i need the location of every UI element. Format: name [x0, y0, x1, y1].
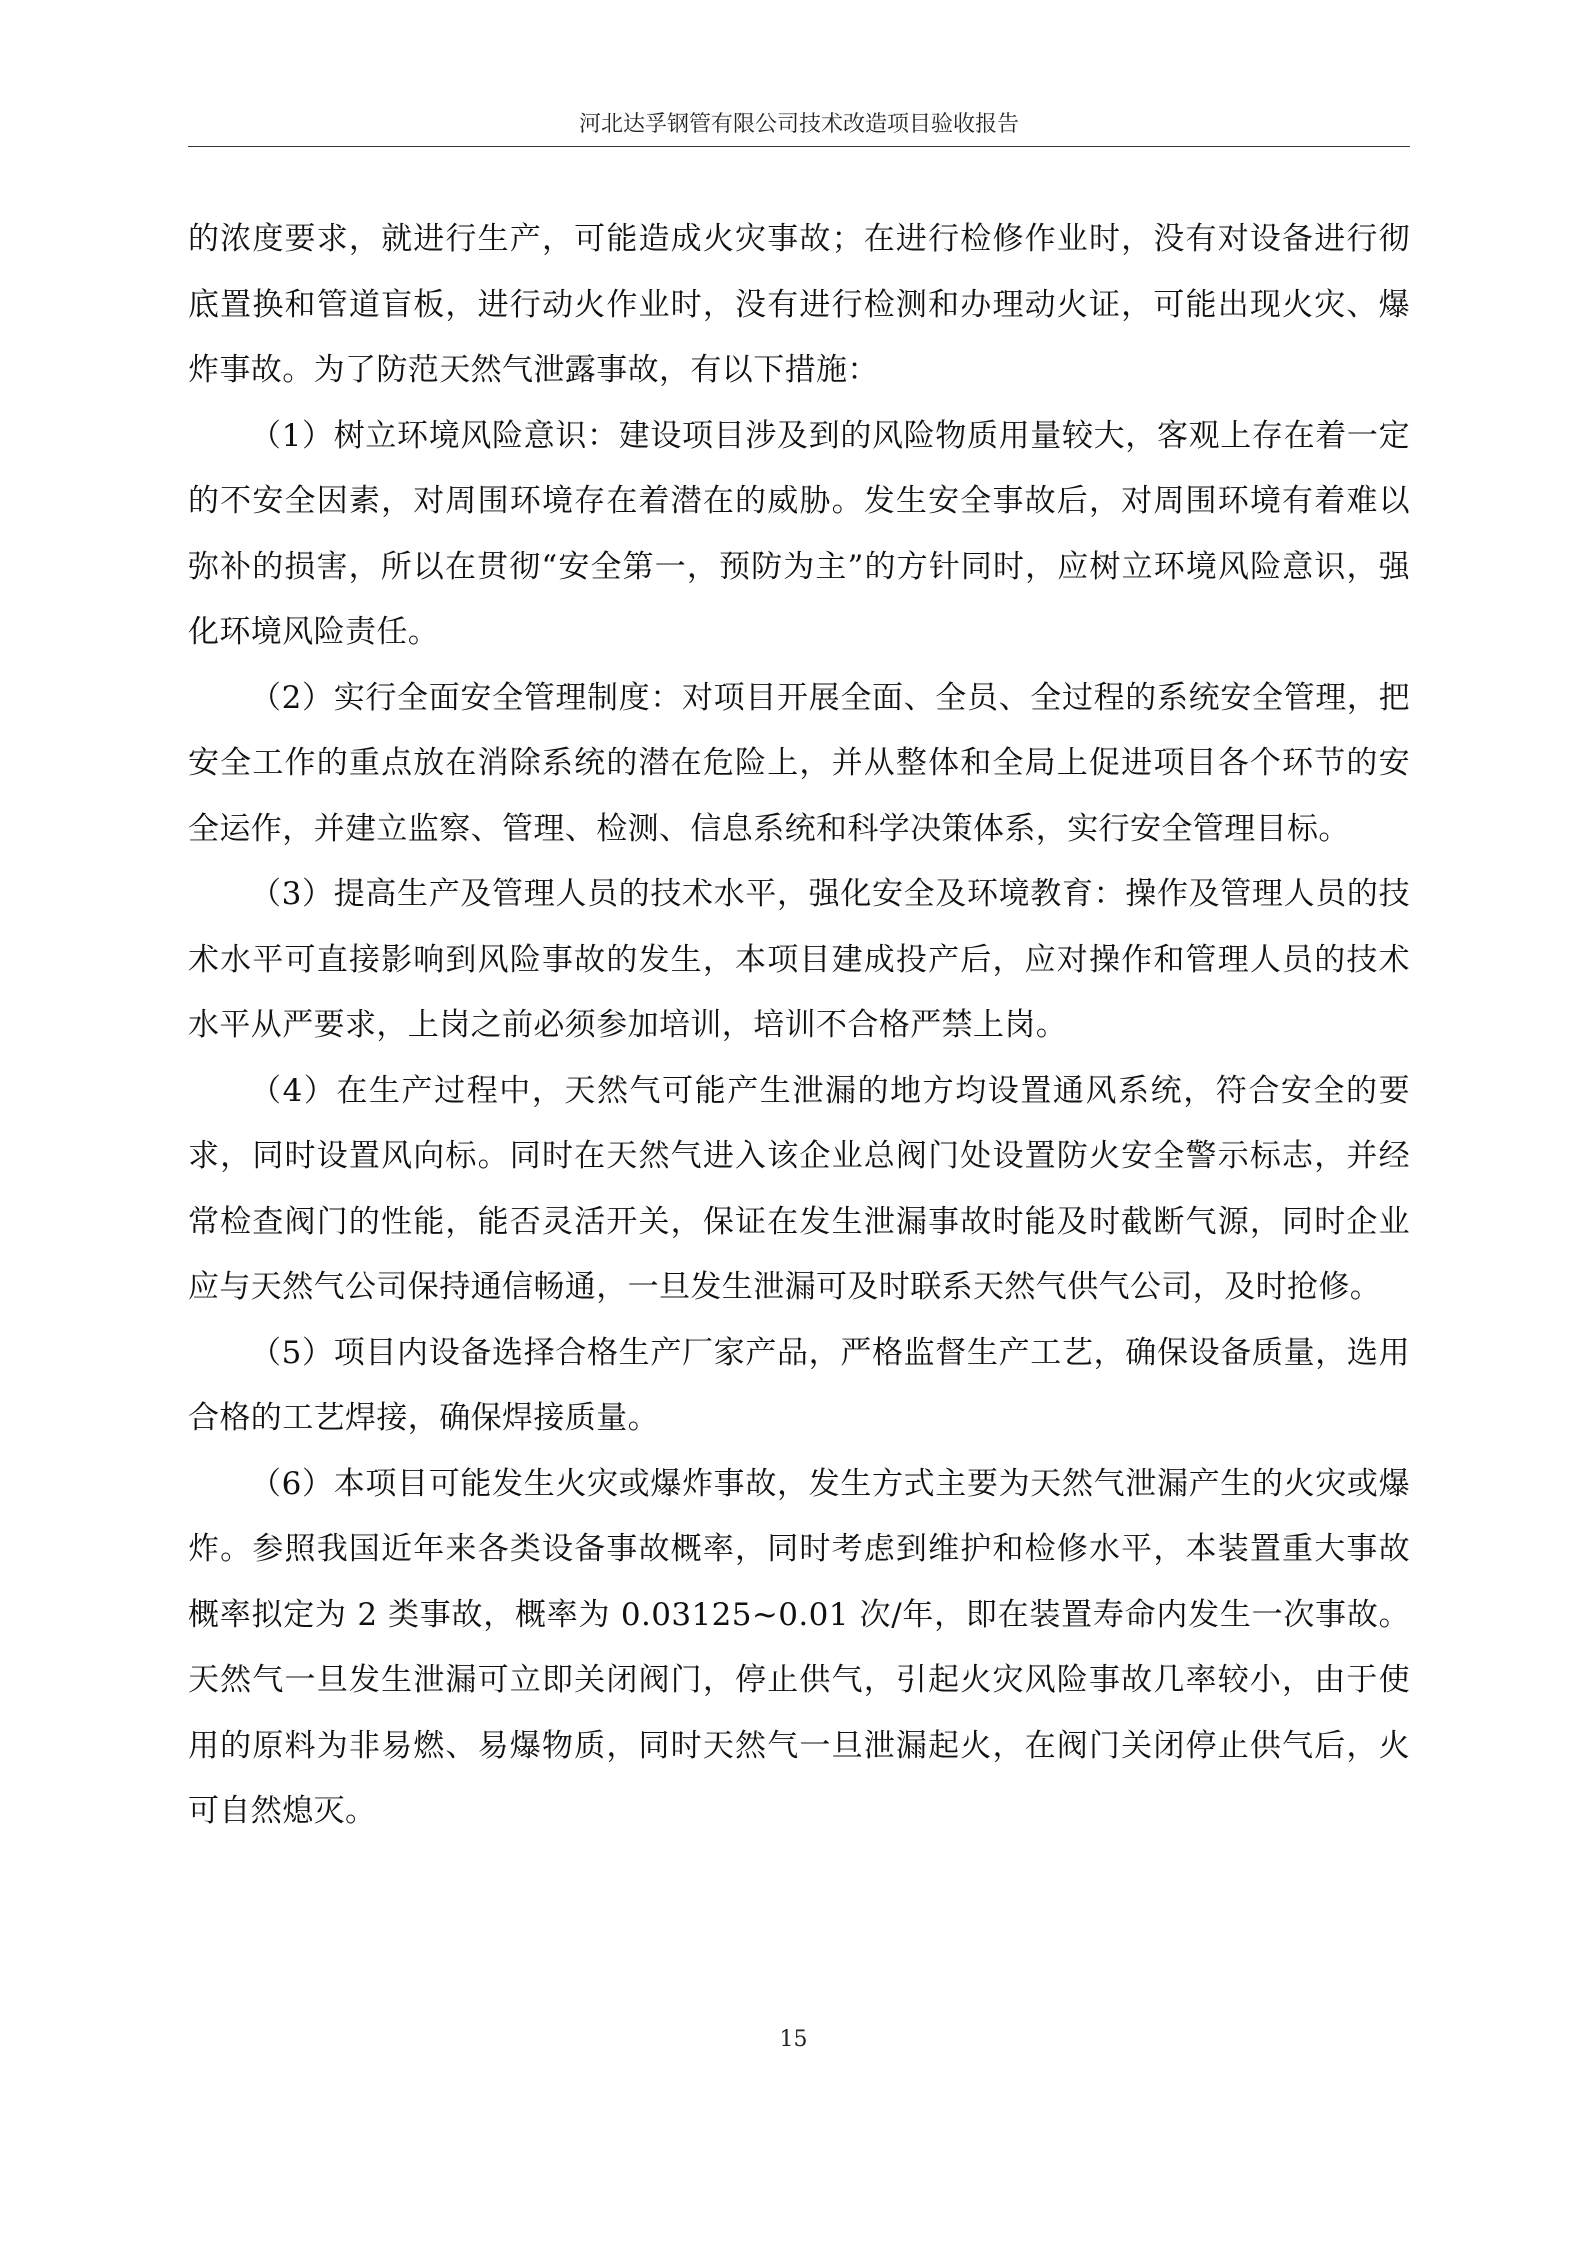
- paragraph-measure-6: （6）本项目可能发生火灾或爆炸事故，发生方式主要为天然气泄漏产生的火灾或爆炸。参照我国近年来各类设备事故概率，同时考虑到维护和检修水平，本装置重大事故概率拟定为 2 类事故，概率为 0.03125~0.01 次/年，即在装置寿命内发生一次事故。天然气一旦发生泄漏可立即关闭阀门，停止供气，引起火灾风险事故几率较小，由于使用的原料为非易燃、易爆物质，同时天然气一旦泄漏起火，在阀门关闭停止供气后，火可自然熄灭。: [188, 1465, 1410, 1829]
- page-number: 15: [779, 2027, 808, 2052]
- paragraph-measure-3: （3）提高生产及管理人员的技术水平，强化安全及环境教育：操作及管理人员的技术水平可直接影响到风险事故的发生，本项目建成投产后，应对操作和管理人员的技术水平从严要求，上岗之前必须参加培训，培训不合格严禁上岗。: [188, 876, 1410, 1043]
- paragraph-measure-4: （4）在生产过程中，天然气可能产生泄漏的地方均设置通风系统，符合安全的要求，同时设置风向标。同时在天然气进入该企业总阀门处设置防火安全警示标志，并经常检查阀门的性能，能否灵活开关，保证在发生泄漏事故时能及时截断气源，同时企业应与天然气公司保持通信畅通，一旦发生泄漏可及时联系天然气供气公司，及时抢修。: [188, 1072, 1410, 1305]
- document-body: [188, 207, 1410, 1845]
- paragraph-measure-1: （1）树立环境风险意识：建设项目涉及到的风险物质用量较大，客观上存在着一定的不安全因素，对周围环境存在着潜在的威胁。发生安全事故后，对周围环境有着难以弥补的损害，所以在贯彻“安全第一，预防为主”的方针同时，应树立环境风险意识，强化环境风险责任。: [188, 417, 1410, 650]
- paragraph-continuation: 的浓度要求，就进行生产，可能造成火灾事故；在进行检修作业时，没有对设备进行彻底置换和管道盲板，进行动火作业时，没有进行检测和办理动火证，可能出现火灾、爆炸事故。为了防范天然气泄露事故，有以下措施：: [188, 221, 1410, 388]
- paragraph-measure-2: （2）实行全面安全管理制度：对项目开展全面、全员、全过程的系统安全管理，把安全工作的重点放在消除系统的潜在危险上，并从整体和全局上促进项目各个环节的安全运作，并建立监察、管理、检测、信息系统和科学决策体系，实行安全管理目标。: [188, 679, 1410, 847]
- page-header: 河北达孚钢管有限公司技术改造项目验收报告: [578, 112, 1019, 137]
- header-divider: [188, 146, 1410, 147]
- paragraph-measure-5: （5）项目内设备选择合格生产厂家产品，严格监督生产工艺，确保设备质量，选用合格的工艺焊接，确保焊接质量。: [188, 1334, 1410, 1436]
